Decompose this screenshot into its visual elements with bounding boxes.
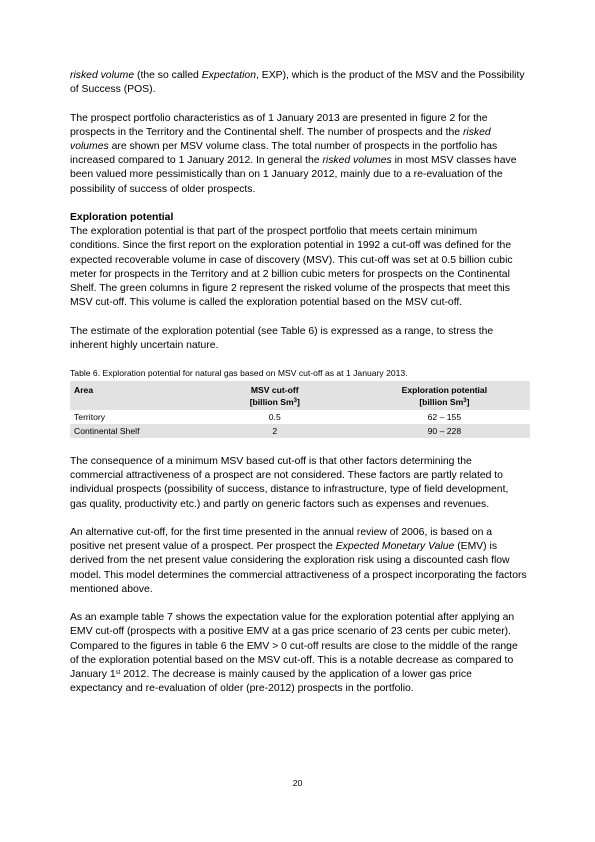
cell-potential: 62 – 155 xyxy=(427,412,462,423)
page-number: 20 xyxy=(292,778,303,788)
cell-area: Territory xyxy=(74,412,106,423)
paragraph-exploration-potential: The exploration potential is that part of the prospect portfolio that meets certain minimum conditions. Since the first report on the exploration potential in 1992 a cut-off was defined for the expected recoverable volume in case of discovery (MSV). This cut-off was set at 0.5 billion cubic meter for prospects in the Territory and at 2 billion cubic meters for prospects on the Continental Shelf. The green columns in figure 2 represent the risked volume of the prospects that meet this MSV cut-off. This volume is called the exploration potential based on the MSV cut-off. xyxy=(70,226,513,309)
paragraph-alternative-cutoff: An alternative cut-off, for the first time presented in the annual review of 2006, is based on a positive net present value of a prospect. Per prospect the Expected Monetary Value (EMV) is derived from the net present value considering the exploration risk using a discounted cash flow model. This model determines the commercial attractiveness of a prospect incorporating the factors mentioned above. xyxy=(70,527,527,595)
table-caption: Table 6. Exploration potential for natural gas based on MSV cut-off as at 1 January 2013. xyxy=(70,368,408,379)
page-body xyxy=(70,69,527,696)
table-header-row xyxy=(70,381,530,410)
column-header-potential: Exploration potential [billion Sm$^3$] xyxy=(401,385,488,408)
cell-area: Continental Shelf xyxy=(74,426,140,437)
paragraph-estimate: The estimate of the exploration potential (see Table 6) is expressed as a range, to stress the inherent highly uncertain nature. xyxy=(70,325,494,351)
exploration-potential-table xyxy=(70,381,530,438)
paragraph-risked-volume: risked volume (the so called Expectation, EXP), which is the product of the MSV and the Possibility of Success (POS). xyxy=(70,70,525,96)
column-header-area: Area xyxy=(74,385,94,396)
paragraph-portfolio: The prospect portfolio characteristics as of 1 January 2013 are presented in figure 2 for the prospects in the Territory and the Continental shelf. The number of prospects and the risked volumes are shown per MSV volume class. The total number of prospects in the portfolio has increased compared to 1 January 2012. In general the risked volumes in most MSV classes have been valued more pessimistically than on 1 January 2012, mainly due to a re-evaluation of the possibility of success of older prospects. xyxy=(70,112,517,195)
table-row xyxy=(70,410,530,424)
cell-potential: 90 – 228 xyxy=(427,426,462,437)
cell-msv: 2 xyxy=(272,426,278,437)
paragraph-emv-example: As an example table 7 shows the expectation value for the exploration potential after applying an EMV cut-off (prospects with a positive EMV at a gas price scenario of 23 cents per cubic meter). Compared to the figures in table 6 the EMV > 0 cut-off results are close to the middle of the range of the exploration potential based on the MSV cut-off. This is a notable decrease as compared to January 1st 2012. The decrease is mainly caused by the application of a lower gas price expectancy and re-evaluation of older (pre-2012) prospects in the portfolio. xyxy=(70,612,518,695)
cell-msv: 0.5 xyxy=(268,412,281,423)
section-heading: Exploration potential xyxy=(70,212,174,223)
paragraph-consequence: The consequence of a minimum MSV based cut-off is that other factors determining the commercial attractiveness of a prospect are not considered. These factors are partly related to individual prospects (possibility of success, distance to infrastructure, type of field development, gas quality, productivity etc.) and partly on generic factors such as expenses and revenues. xyxy=(70,456,509,510)
column-header-msv: MSV cut-off [billion Sm$^3$] xyxy=(249,385,300,408)
table-row xyxy=(70,424,530,438)
